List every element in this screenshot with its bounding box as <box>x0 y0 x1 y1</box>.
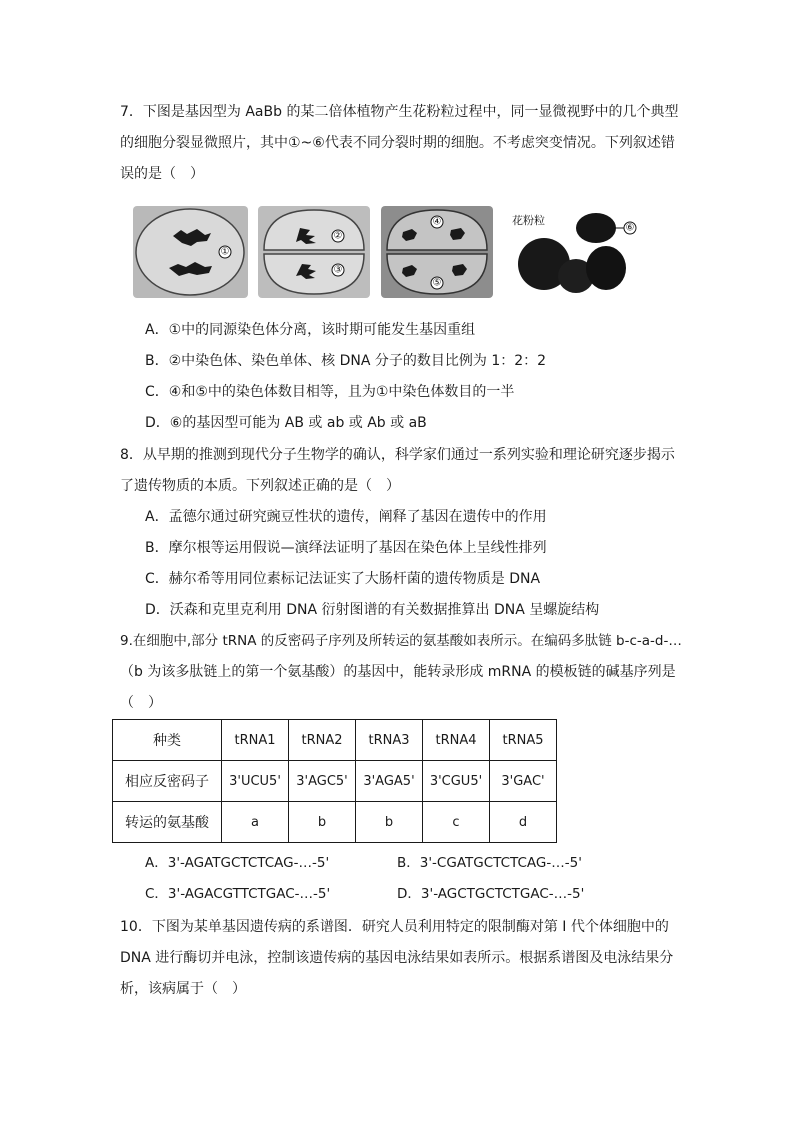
table-cell: c <box>423 802 490 843</box>
table-row-amino-acid <box>113 802 557 843</box>
q8-option-b: B．摩尔根等运用假说—演绎法证明了基因在染色体上呈线性排列 <box>145 540 547 556</box>
q8-option-c: C．赫尔希等用同位素标记法证实了大肠杆菌的遗传物质是 DNA <box>145 571 541 587</box>
table-cell: tRNA1 <box>222 720 289 761</box>
table-cell: 相应反密码子 <box>113 761 222 802</box>
table-cell: tRNA4 <box>423 720 490 761</box>
q9-stem-line-2: （b 为该多肽链上的第一个氨基酸）的基因中，能转录形成 mRNA 的模板链的碱基序列是 <box>120 664 676 680</box>
q7-stem-line-2: 的细胞分裂显微照片，其中①~⑥代表不同分裂时期的细胞。不考虑突变情况。下列叙述错 <box>120 135 675 151</box>
label-cell-3: ③ <box>333 264 343 276</box>
micrograph-cells-2-3 <box>258 206 370 298</box>
table-cell: d <box>490 802 557 843</box>
q7-option-a: A．①中的同源染色体分离，该时期可能发生基因重组 <box>145 322 476 338</box>
q7-option-c: C．④和⑤中的染色体数目相等，且为①中染色体数目的一半 <box>145 384 515 400</box>
micrograph-cells-4-5 <box>381 206 493 298</box>
q7-stem-line-1: 7．下图是基因型为 AaBb 的某二倍体植物产生花粉粒过程中，同一显微视野中的几个典型 <box>120 104 679 120</box>
table-cell: 3'GAC' <box>490 761 557 802</box>
label-cell-6: ⑥ <box>625 222 635 234</box>
table-cell: b <box>289 802 356 843</box>
label-cell-4: ④ <box>432 216 442 228</box>
table-cell: 3'AGC5' <box>289 761 356 802</box>
q10-stem-line-1: 10．下图为某单基因遗传病的系谱图．研究人员利用特定的限制酶对第 I 代个体细胞中的 <box>120 919 669 935</box>
label-cell-5: ⑤ <box>432 277 442 289</box>
table-cell: tRNA3 <box>356 720 423 761</box>
q8-stem-line-1: 8．从早期的推测到现代分子生物学的确认，科学家们通过一系列实验和理论研究逐步揭示 <box>120 447 675 463</box>
table-cell: 3'UCU5' <box>222 761 289 802</box>
micrograph-cell-1 <box>133 206 248 298</box>
table-cell: 转运的氨基酸 <box>113 802 222 843</box>
q8-option-d: D．沃森和克里克利用 DNA 衍射图谱的有关数据推算出 DNA 呈螺旋结构 <box>145 602 600 618</box>
table-cell: b <box>356 802 423 843</box>
trna-table <box>112 719 557 843</box>
label-cell-1: ① <box>220 246 230 258</box>
table-cell: a <box>222 802 289 843</box>
q9-option-d: D．3'-AGCTGCTCTGAC-…-5' <box>397 886 585 902</box>
table-cell: tRNA5 <box>490 720 557 761</box>
q7-option-b: B．②中染色体、染色单体、核 DNA 分子的数目比例为 1：2：2 <box>145 353 547 369</box>
q10-stem-line-3: 析，该病属于（ ） <box>120 981 246 997</box>
q7-stem-line-3: 误的是（ ） <box>120 166 204 182</box>
q9-stem-line-3: （ ） <box>120 695 162 711</box>
q8-stem-line-2: 了遗传物质的本质。下列叙述正确的是（ ） <box>120 478 400 494</box>
q9-option-c: C．3'-AGACGTTCTGAC-…-5' <box>145 886 331 902</box>
q7-option-d: D．⑥的基因型可能为 AB 或 ab 或 Ab 或 aB <box>145 415 427 431</box>
q9-stem-line-1: 9.在细胞中,部分 tRNA 的反密码子序列及所转运的氨基酸如表所示。在编码多肽链 b-c-a-d-… <box>120 633 682 649</box>
label-cell-2: ② <box>333 230 343 242</box>
table-row-anticodon <box>113 761 557 802</box>
cell-division-micrographs <box>133 204 643 302</box>
table-cell: 3'CGU5' <box>423 761 490 802</box>
q8-option-a: A．孟德尔通过研究豌豆性状的遗传，阐释了基因在遗传中的作用 <box>145 509 547 525</box>
q9-option-a: A．3'-AGATGCTCTCAG-…-5' <box>145 855 330 871</box>
table-cell: tRNA2 <box>289 720 356 761</box>
table-cell: 种类 <box>113 720 222 761</box>
table-row-header <box>113 720 557 761</box>
q9-option-b: B．3'-CGATGCTCTCAG-…-5' <box>397 855 582 871</box>
pollen-label: 花粉粒 <box>512 214 545 227</box>
q10-stem-line-2: DNA 进行酶切并电泳，控制该遗传病的基因电泳结果如表所示。根据系谱图及电泳结果分 <box>120 950 674 966</box>
micrograph-pollen <box>506 206 643 298</box>
table-cell: 3'AGA5' <box>356 761 423 802</box>
